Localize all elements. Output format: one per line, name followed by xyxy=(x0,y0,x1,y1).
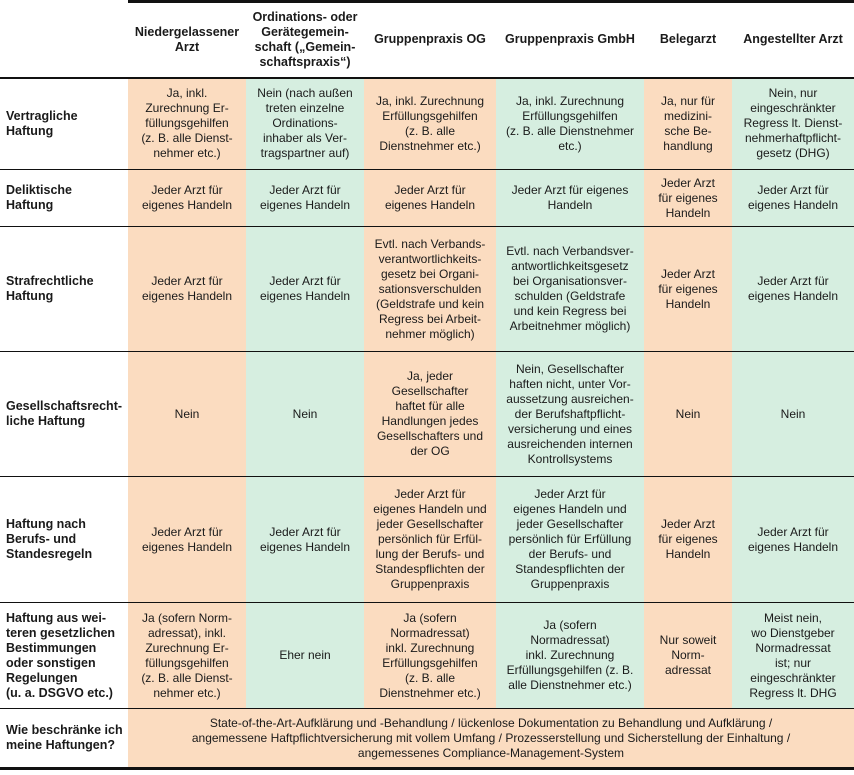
table-cell: Jeder Arzt für eigenes Handeln xyxy=(246,170,364,227)
row-label-strafrechtliche-haftung: Strafrechtliche Haftung xyxy=(0,227,128,352)
table-cell: Evtl. nach Verbandsver- antwortlichkeitsgesetz bei Organisationsver- schulden (Geldstrafe und kein Regress bei Arbeitnehmer möglich) xyxy=(496,227,644,352)
table-cell: Jeder Arzt für eigenes Handeln xyxy=(128,477,246,603)
table-cell: Jeder Arzt für eigenes Handeln xyxy=(732,227,854,352)
summary-text: State-of-the-Art-Aufklärung und -Behandlung / lückenlose Dokumentation zu Behandlung und Aufklärung / angemessene Haftpflichtversicherung mit vollem Umfang / Prozesserstellung und Sicherstellung der Einhaltung / angemessenes Compliance-Management-System xyxy=(128,709,854,769)
table-row xyxy=(0,477,854,603)
table-cell: Nein xyxy=(732,352,854,477)
table-cell: Jeder Arzt für eigenes Handeln xyxy=(128,170,246,227)
table-cell: Jeder Arzt für eigenes Handeln xyxy=(246,227,364,352)
header-belegarzt: Belegarzt xyxy=(644,2,732,78)
header-niedergelassener-arzt: Niedergelassener Arzt xyxy=(128,2,246,78)
row-label-haftung-weitere-bestimmungen: Haftung aus wei- teren gesetzlichen Bestimmungen oder sonstigen Regelungen (u. a. DSGVO etc.) xyxy=(0,603,128,709)
table-cell: Jeder Arzt für eigenes Handeln xyxy=(732,170,854,227)
table-cell: Jeder Arzt für eigenes Handeln xyxy=(644,477,732,603)
table-cell: Nein xyxy=(246,352,364,477)
table-cell: Jeder Arzt für eigenes Handeln xyxy=(246,477,364,603)
header-angestellter-arzt: Angestellter Arzt xyxy=(732,2,854,78)
header-gruppenpraxis-og: Gruppenpraxis OG xyxy=(364,2,496,78)
row-label-haftung-berufsregeln: Haftung nach Berufs- und Standesregeln xyxy=(0,477,128,603)
table-cell: Nein xyxy=(644,352,732,477)
table-cell: Jeder Arzt für eigenes Handeln xyxy=(732,477,854,603)
table-cell: Ja, nur für medizini- sche Be- handlung xyxy=(644,78,732,170)
table-cell: Jeder Arzt für eigenes Handeln xyxy=(644,170,732,227)
table-cell: Jeder Arzt für eigenes Handeln und jeder Gesellschafter persönlich für Erfül- lung der Berufs- und Standespflichten der Gruppenpraxis xyxy=(364,477,496,603)
table-cell: Ja (sofern Normadressat) inkl. Zurechnung Erfüllungsgehilfen (z. B. alle Dienstnehmer etc.) xyxy=(364,603,496,709)
row-label-gesellschaftsrechtliche-haftung: Gesellschaftsrecht- liche Haftung xyxy=(0,352,128,477)
table-cell: Jeder Arzt für eigenes Handeln xyxy=(128,227,246,352)
header-row xyxy=(0,2,854,78)
table-cell: Eher nein xyxy=(246,603,364,709)
row-label-haftungsbeschraenkung: Wie beschränke ich meine Haftungen? xyxy=(0,709,128,769)
table-row xyxy=(0,78,854,170)
table-cell: Jeder Arzt für eigenes Handeln xyxy=(644,227,732,352)
table-cell: Ja (sofern Normadressat) inkl. Zurechnung Erfüllungsgehilfen (z. B. alle Dienstnehmer etc.) xyxy=(496,603,644,709)
table-cell: Jeder Arzt für eigenes Handeln xyxy=(496,170,644,227)
table-cell: Nein, Gesellschafter haften nicht, unter Vor- aussetzung ausreichen- der Berufshaftpflicht- versicherung und eines ausreichenden internen Kontrollsystems xyxy=(496,352,644,477)
row-label-vertragliche-haftung: Vertragliche Haftung xyxy=(0,78,128,170)
table-cell: Jeder Arzt für eigenes Handeln und jeder Gesellschafter persönlich für Erfüllung der Berufs- und Standespflichten der Gruppenpraxis xyxy=(496,477,644,603)
table-cell: Nur soweit Norm- adressat xyxy=(644,603,732,709)
row-label-deliktische-haftung: Deliktische Haftung xyxy=(0,170,128,227)
table-cell: Ja, inkl. Zurechnung Erfüllungsgehilfen (z. B. alle Dienstnehmer etc.) xyxy=(364,78,496,170)
corner-cell xyxy=(0,2,128,78)
table-cell: Meist nein, wo Dienstgeber Normadressat ist; nur eingeschränkter Regress lt. DHG xyxy=(732,603,854,709)
header-gruppenpraxis-gmbh: Gruppenpraxis GmbH xyxy=(496,2,644,78)
table-cell: Nein (nach außen treten einzelne Ordinations- inhaber als Ver- tragspartner auf) xyxy=(246,78,364,170)
table-cell: Ja, inkl. Zurechnung Erfüllungsgehilfen (z. B. alle Dienstnehmer etc.) xyxy=(496,78,644,170)
table-cell: Nein xyxy=(128,352,246,477)
table-cell: Nein, nur eingeschränkter Regress lt. Dienst- nehmerhaftpflicht- gesetz (DHG) xyxy=(732,78,854,170)
header-ordinationsgemeinschaft: Ordinations- oder Gerätegemein- schaft („Gemein- schaftspraxis“) xyxy=(246,2,364,78)
table-row xyxy=(0,170,854,227)
table-cell: Ja, inkl. Zurechnung Er- füllungsgehilfen (z. B. alle Dienst- nehmer etc.) xyxy=(128,78,246,170)
table-row xyxy=(0,603,854,709)
table-cell: Evtl. nach Verbands- verantwortlichkeits- gesetz bei Organi- sationsverschulden (Geldstrafe und kein Regress bei Arbeit- nehmer möglich) xyxy=(364,227,496,352)
table-row xyxy=(0,227,854,352)
table-row xyxy=(0,352,854,477)
summary-row xyxy=(0,709,854,769)
table-cell: Ja (sofern Norm- adressat), inkl. Zurechnung Er- füllungsgehilfen (z. B. alle Dienst- nehmer etc.) xyxy=(128,603,246,709)
table-cell: Ja, jeder Gesellschafter haftet für alle Handlungen jedes Gesellschafters und der OG xyxy=(364,352,496,477)
table-cell: Jeder Arzt für eigenes Handeln xyxy=(364,170,496,227)
